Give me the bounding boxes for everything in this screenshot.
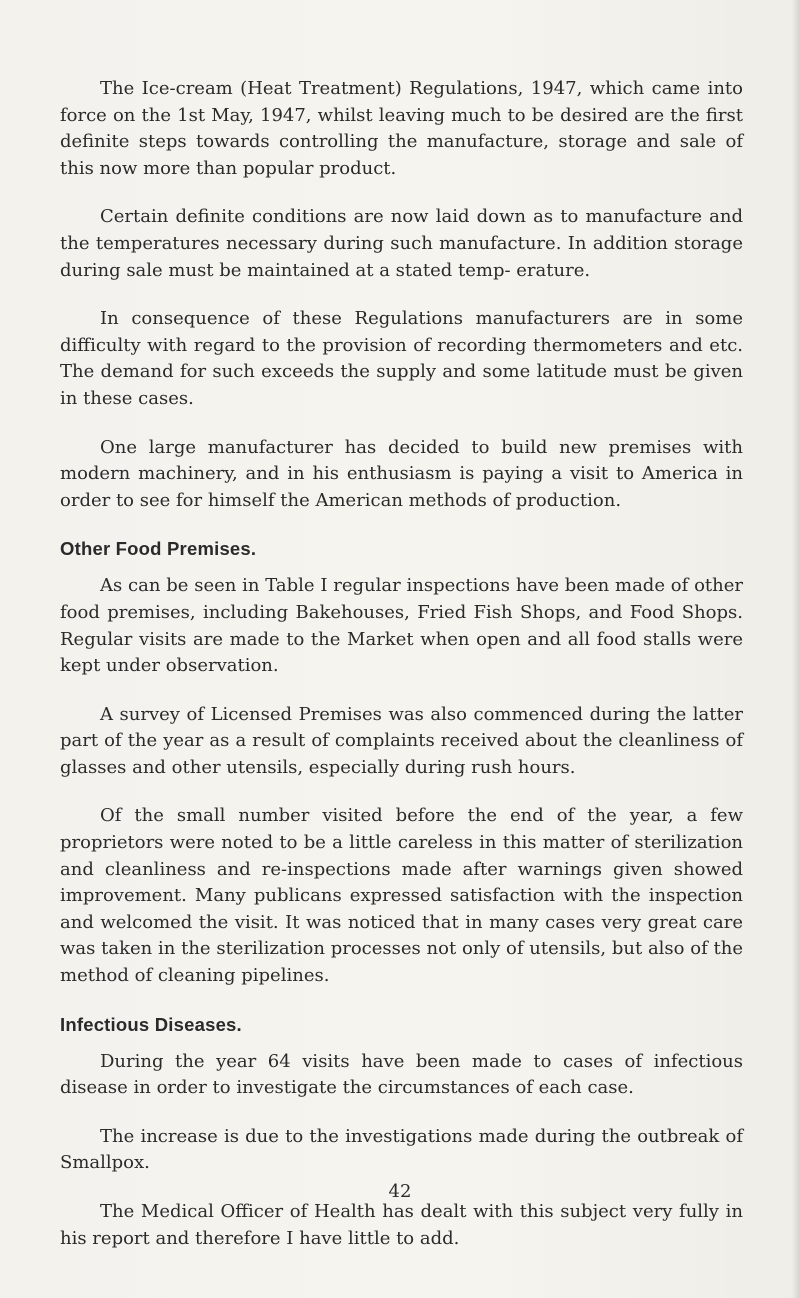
paragraph-ice-cream-regulations: The Ice-cream (Heat Treatment) Regulations, 1947, which came into force on the 1st May, 1947, whilst leaving much to be desired are the first definite steps towards controlling the manufacture, storage and sale of this now more than popular product. bbox=[60, 78, 743, 179]
paragraph-new-premises: One large manufacturer has decided to build new premises with modern machinery, and in his enthusiasm is paying a visit to America in order to see for himself the American methods of production. bbox=[60, 436, 743, 511]
heading-infectious-diseases: Infectious Diseases. bbox=[60, 1013, 242, 1035]
paragraph-infectious-visits: During the year 64 visits have been made to cases of infectious disease in order to investigate the circumstances of each case. bbox=[60, 1050, 743, 1099]
paragraph-sterilization-findings: Of the small number visited before the end of the year, a few proprietors were noted to be a little careless in this matter of sterilization and cleanliness and re-inspections made after warnings given showed improvement. Many publicans expressed satisfaction with the inspection and welcomed the visit. It was noticed that in many cases very great care was taken in the sterilization processes not only of utensils, but also of the method of cleaning pipelines. bbox=[60, 805, 743, 987]
paragraph-medical-officer-report: The Medical Officer of Health has dealt with this subject very fully in his report and therefore I have little to add. bbox=[60, 1201, 743, 1249]
document-body bbox=[60, 76, 743, 1252]
paragraph-thermometer-difficulty: In consequence of these Regulations manufacturers are in some difficulty with regard to the provision of recording thermometers and etc. The demand for such exceeds the supply and some latitude must be given in these cases. bbox=[60, 308, 743, 409]
paragraph-food-premises-inspections: As can be seen in Table I regular inspections have been made of other food premises, including Bakehouses, Fried Fish Shops, and Food Shops. Regular visits are made to the Market when open and all food stalls were kept under observation. bbox=[60, 575, 743, 677]
page-edge-shadow bbox=[792, 0, 800, 1298]
paragraph-manufacture-conditions: Certain definite conditions are now laid down as to manufacture and the temperatures necessary during such manufacture. In addition storage during sale must be maintained at a stated temp- erature. bbox=[60, 206, 743, 281]
paragraph-licensed-premises-survey: A survey of Licensed Premises was also commenced during the latter part of the year as a result of complaints received about the cleanliness of glasses and other utensils, especially during rush hours. bbox=[60, 703, 743, 778]
paragraph-smallpox-increase: The increase is due to the investigations made during the outbreak of Smallpox. bbox=[60, 1125, 743, 1174]
heading-other-food-premises: Other Food Premises. bbox=[60, 538, 257, 560]
page-number: 42 bbox=[388, 1181, 412, 1202]
